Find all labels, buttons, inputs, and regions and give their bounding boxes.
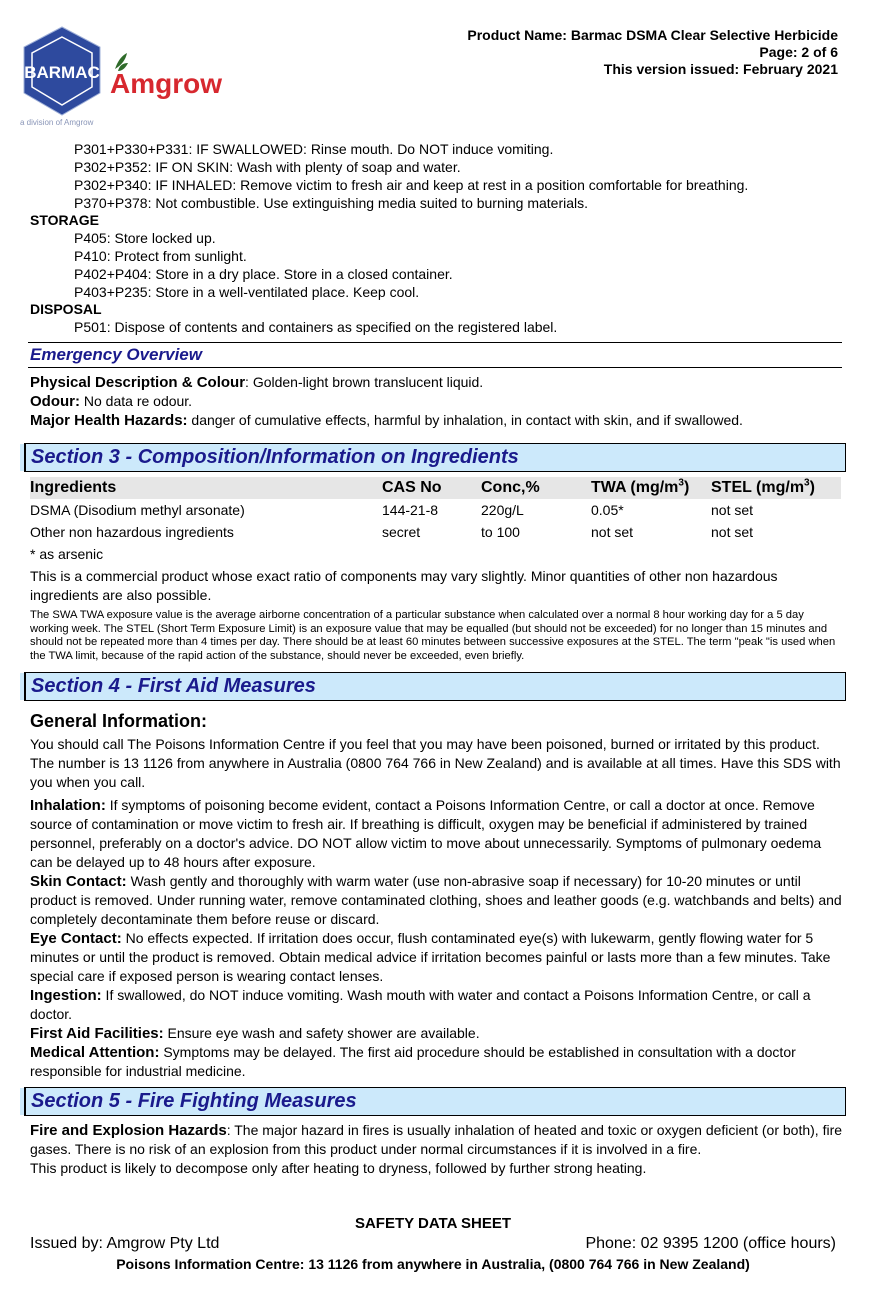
footer-title: SAFETY DATA SHEET — [354, 1215, 512, 1232]
table-header-row — [30, 477, 841, 499]
ingredient-name: DSMA (Disodium methyl arsonate) — [30, 502, 245, 518]
company-logo — [20, 25, 250, 130]
table-row — [30, 521, 841, 543]
ingredients-table — [30, 477, 841, 543]
twa-value: 0.05* — [591, 502, 624, 518]
first-aid-inhalation: Inhalation: If symptoms of poisoning become evident, contact a Poisons Information Centre, or call a doctor at once. Remove source of contamination or move victim to fresh air. If breathing is difficult, oxygen may be beneficial if administered by trained personnel, preferably on a doctor's advice. DO NOT allow victim to move about unnecessarily. Symptoms of pulmonary oedema can be delayed up to 48 hours after exposure. — [30, 797, 822, 870]
col-twa: TWA $(mg/m^3)$ — [591, 477, 711, 499]
concentration: to 100 — [481, 524, 520, 540]
footer-issuer-row — [30, 1233, 836, 1254]
statement-line: P501: Dispose of contents and containers as specified on the registered label. — [74, 319, 558, 335]
stel-value: not set — [711, 502, 754, 518]
section-4-heading: Section 4 - First Aid Measures — [24, 672, 846, 701]
major-health-hazards — [30, 411, 845, 430]
issued-by: Issued by: Amgrow Pty Ltd — [30, 1235, 220, 1252]
response-statements — [30, 140, 845, 212]
stel-value: not set — [711, 524, 754, 540]
general-information-heading: General Information: — [30, 711, 208, 731]
hazards-label: Major Health Hazards: — [30, 412, 188, 429]
disposal-heading: DISPOSAL — [30, 301, 102, 317]
statement-line: P403+P235: Store in a well-ventilated place. Keep cool. — [74, 284, 420, 300]
col-cas-no: CAS No — [382, 477, 481, 499]
physical-description — [30, 373, 845, 392]
concentration: 220g/L — [481, 502, 524, 518]
exposure-note: The SWA TWA exposure value is the average airborne concentration of a particular substance when calculated over a normal 8 hour working day for a 5 day working week. The STEL (Short Term Exposure Limit) is an exposure value that may be equalled (but should not be exceeded) for no longer than 15 minutes and should not be repeated more than 4 times per day. There should be at least 60 minutes between successive exposures at the STEL. The term "peak "is used when the TWA limit, because of the rapid action of the substance, should never be exceeded, even briefly. — [30, 609, 836, 662]
fire-explosion-hazards: Fire and Explosion Hazards: The major hazard in fires is usually inhalation of heated and toxic or oxygen deficient (or both), fire gases. There is no risk of an explosion from this product under normal circumstances if it is involved in a fire. — [30, 1122, 843, 1157]
odour-label: Odour: — [30, 393, 80, 410]
statement-line: P410: Protect from sunlight. — [74, 248, 247, 264]
statement-line: P405: Store locked up. — [74, 230, 216, 246]
composition-note: This is a commercial product whose exact ratio of components may vary slightly. Minor quantities of other non hazardous ingredients are also possible. — [30, 568, 778, 603]
cas-number: 144-21-8 — [382, 502, 439, 518]
col-stel: STEL $(mg/m^3)$ — [711, 477, 841, 499]
general-information-text: You should call The Poisons Information Centre if you feel that you may have been poisoned, burned or irritated by this product. The number is 13 1126 from anywhere in Australia (0800 764 766 in New Zealand) and is available at all times. Have this SDS with you when you call. — [30, 736, 841, 790]
physical-value: : Golden-light brown translucent liquid. — [245, 374, 484, 390]
odour — [30, 392, 845, 411]
ingredient-name: Other non hazardous ingredients — [30, 524, 234, 540]
cas-number: secret — [382, 524, 421, 540]
emergency-overview-heading: Emergency Overview — [28, 342, 842, 368]
amgrow-text: Amgrow — [110, 68, 222, 99]
table-row — [30, 499, 841, 521]
barmac-amgrow-logo-icon — [20, 25, 250, 130]
section-5-heading: Section 5 - Fire Fighting Measures — [24, 1087, 846, 1116]
poisons-centre: Poisons Information Centre: 13 1126 from anywhere in Australia, (0800 764 766 in New Zealand) — [116, 1256, 750, 1272]
hazards-value: danger of cumulative effects, harmful by inhalation, in contact with skin, and if swallowed. — [187, 412, 743, 428]
document-body — [30, 140, 845, 1178]
version-date: This version issued: February 2021 — [603, 61, 838, 77]
decompose-text: This product is likely to decompose only after heating to dryness, followed by further strong heating. — [30, 1160, 647, 1176]
statement-line: P370+P378: Not combustible. Use extinguishing media suited to burning materials. — [74, 195, 589, 211]
statement-line: P302+P340: IF INHALED: Remove victim to fresh air and keep at rest in a position comfortable for breathing. — [74, 177, 749, 193]
first-aid-eye-contact: Eye Contact: No effects expected. If irritation does occur, flush contaminated eye(s) with lukewarm, gently flowing water for 5 minutes or until the product is removed. Obtain medical advice if irritation becomes painful or lasts more than a few minutes. Take special care if exposed person is wearing contact lenses. — [30, 930, 831, 984]
odour-value: No data re odour. — [80, 393, 193, 409]
col-conc: Conc,% — [481, 477, 591, 499]
product-name: Product Name: Barmac DSMA Clear Selective Herbicide — [467, 27, 838, 43]
first-aid-ingestion: Ingestion: If swallowed, do NOT induce vomiting. Wash mouth with water and contact a Poisons Information Centre, or call a doctor. — [30, 987, 811, 1022]
statement-line: P302+P352: IF ON SKIN: Wash with plenty of soap and water. — [74, 159, 461, 175]
storage-statements — [30, 229, 845, 301]
first-aid-facilities: First Aid Facilities: Ensure eye wash and safety shower are available. — [30, 1025, 480, 1042]
document-footer — [30, 1215, 836, 1274]
footnote: * as arsenic — [30, 546, 104, 562]
division-text: a division of Amgrow — [20, 118, 94, 127]
col-ingredients: Ingredients — [30, 477, 382, 499]
physical-label: Physical Description & Colour — [30, 374, 246, 391]
medical-attention: Medical Attention: Symptoms may be delayed. The first aid procedure should be established in consultation with a doctor responsible for industrial medicine. — [30, 1044, 796, 1079]
twa-value: not set — [591, 524, 634, 540]
page-number: Page: 2 of 6 — [759, 44, 838, 60]
phone: Phone: 02 9395 1200 (office hours) — [585, 1235, 836, 1252]
section-3-heading: Section 3 - Composition/Information on Ingredients — [24, 443, 846, 472]
statement-line: P301+P330+P331: IF SWALLOWED: Rinse mouth. Do NOT induce vomiting. — [74, 141, 554, 157]
storage-heading: STORAGE — [30, 212, 99, 228]
barmac-text: BARMAC — [24, 63, 100, 82]
statement-line: P402+P404: Store in a dry place. Store in a closed container. — [74, 266, 453, 282]
document-header — [467, 27, 838, 78]
first-aid-skin-contact: Skin Contact: Wash gently and thoroughly with warm water (use non-abrasive soap if necessary) for 10-20 minutes or until product is removed. Under running water, remove contaminated clothing, shoes and leather goods (e.g. watchbands and belts) and completely decontaminate them before reuse or discard. — [30, 873, 842, 927]
